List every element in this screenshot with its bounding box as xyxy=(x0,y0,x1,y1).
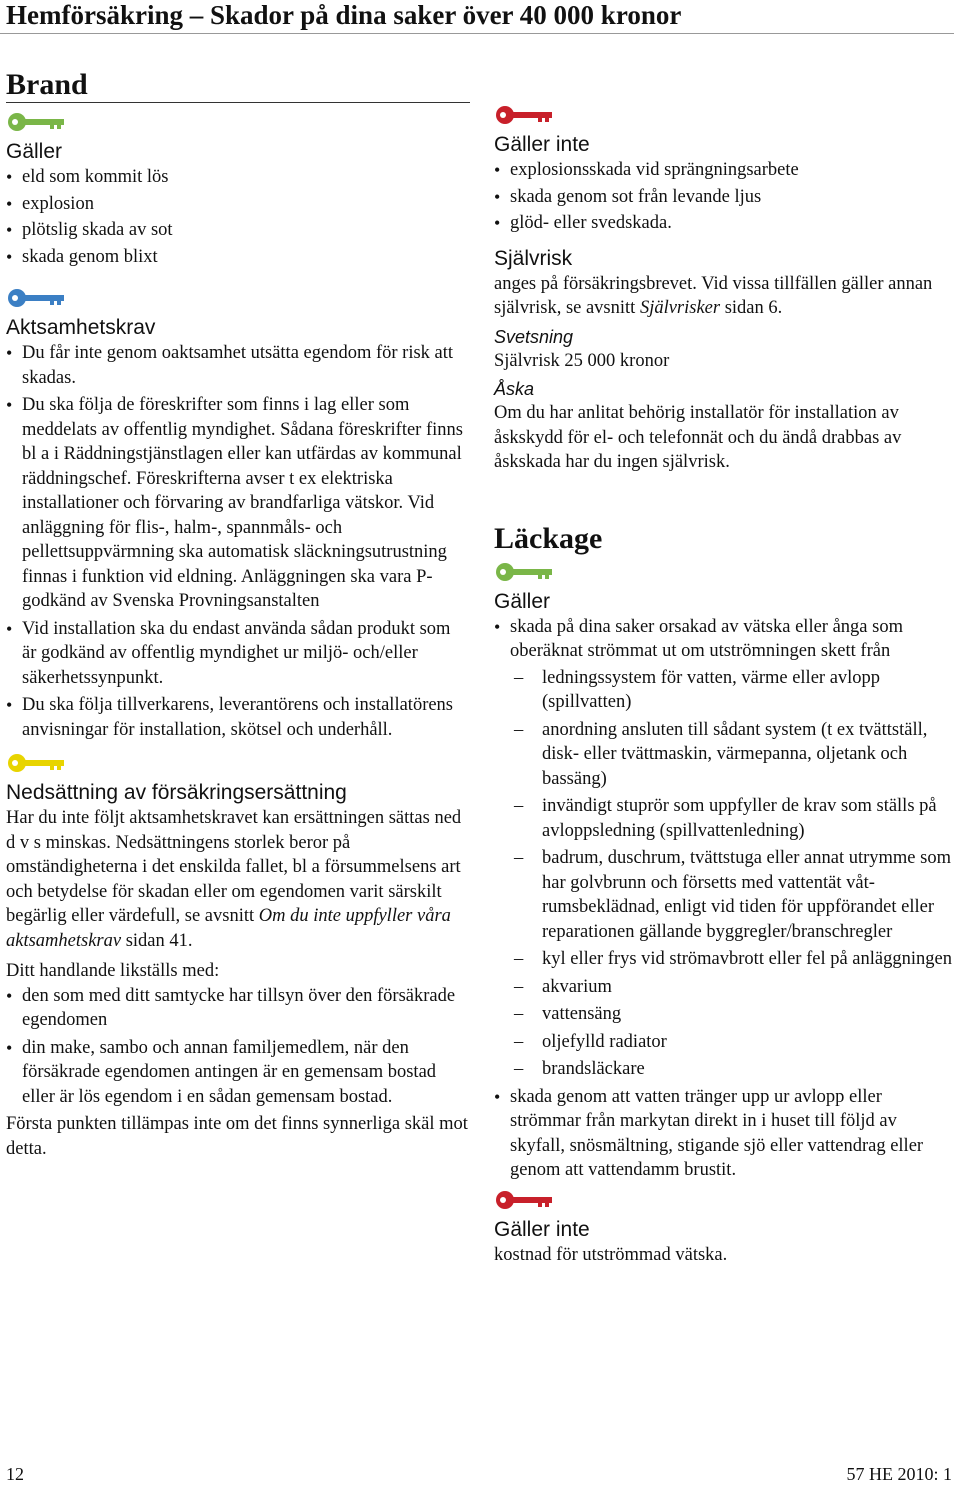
label-galler: Gäller xyxy=(6,140,63,163)
red-key-icon xyxy=(494,104,554,126)
nedsattning-text xyxy=(6,806,468,953)
sublist-sources xyxy=(510,666,956,1082)
red-key-icon xyxy=(494,1189,554,1211)
header-divider xyxy=(0,33,954,34)
page-number: 12 xyxy=(6,1464,24,1484)
sjalvrisk-text-end: sidan 6. xyxy=(720,298,783,318)
list-aktsamhetskrav xyxy=(6,341,468,742)
sjalvrisk-reference: Självrisker xyxy=(639,298,721,318)
closing-text: Första punkten tillämpas inte om det finns synnerliga skäl mot detta. xyxy=(6,1114,468,1159)
list-lackage-galler xyxy=(494,615,956,1183)
list-galler-inte xyxy=(494,158,956,236)
page-header xyxy=(6,0,954,30)
list-item xyxy=(494,615,956,1082)
sublist-item: – akvarium xyxy=(510,975,956,1000)
list-item: • Du får inte genom oaktsamhet utsätta egendom för risk att skadas. xyxy=(6,341,468,390)
label-aska: Åska xyxy=(494,379,535,399)
sublist-item: – kyl eller frys vid strömavbrott eller fel på anläggningen xyxy=(510,947,956,972)
list-item: • skada genom sot från levande ljus xyxy=(494,185,956,210)
left-column xyxy=(6,68,468,1161)
list-likstalls xyxy=(6,984,468,1110)
aska-text: Om du har anlitat behörig installatör för installation av åskskydd för el- och telefonnät och du ändå drabbas av åskskada har du ingen självrisk. xyxy=(494,403,902,472)
label-aktsamhetskrav: Aktsamhetskrav xyxy=(6,316,156,339)
list-item: • skada genom att vatten tränger upp ur avlopp eller strömmar från markytan direkt in i huset till följd av skyfall, snösmältning, stigande sjö eller vattendrag eller genom att vattendamm brustit. xyxy=(494,1085,956,1183)
label-lackage-galler-inte: Gäller inte xyxy=(494,1217,590,1241)
list-item: • Vid installation ska du endast använda sådan produkt som är godkänd av offentlig myndighet ur miljö- och/eller säkerhetssynpunkt. xyxy=(6,617,468,691)
sublist-item: – ledningssystem för vatten, värme eller avlopp (spillvatten) xyxy=(510,666,956,715)
list-item: • explosion xyxy=(6,192,468,217)
lackage-galler-inte-text: kostnad för utströmmad vätska. xyxy=(494,1244,728,1265)
label-svetsning: Svetsning xyxy=(494,326,574,347)
svetsning-text: Självrisk 25 000 kronor xyxy=(494,350,670,371)
sjalvrisk-text-part: anges på försäkringsbrevet. Vid vissa tillfällen gäller annan självrisk, se avsnitt xyxy=(494,273,933,318)
sublist-item: – vattensäng xyxy=(510,1002,956,1027)
list-item: • eld som kommit lös xyxy=(6,165,468,190)
document-id: 57 HE 2010: 1 xyxy=(846,1464,952,1484)
nedsattning-text-end: sidan 41. xyxy=(121,930,193,951)
list-item: • den som med ditt samtycke har tillsyn över den försäkrade egendomen xyxy=(6,984,468,1033)
label-nedsattning: Nedsättning av försäkringsersättning xyxy=(6,781,347,804)
sublist-item: – invändigt stuprör som uppfyller de krav som ställs på avloppsledning (spillvattenledning) xyxy=(510,794,956,843)
list-galler xyxy=(6,165,468,269)
likstalls-text: Ditt handlande likställs med: xyxy=(6,961,220,981)
section-title-lackage: Läckage xyxy=(494,521,603,555)
nedsattning-text-part: Har du inte följt aktsamhetskravet kan ersättningen sättas ned d v s minskas. Nedsättningens storlek beror på omständigheterna i det enskilda fallet, bl a försummelsens art och betydelse för skadan eller om egendomen varit särskilt begärlig eller värdefull, se avsnitt xyxy=(6,808,462,926)
list-item: • skada genom blixt xyxy=(6,245,468,270)
green-key-icon xyxy=(6,111,66,133)
sublist-item: – oljefylld radiator xyxy=(510,1030,956,1055)
list-item: • glöd- eller svedskada. xyxy=(494,211,956,236)
list-item: • plötslig skada av sot xyxy=(6,218,468,243)
blue-key-icon xyxy=(6,287,66,309)
list-item: • explosionsskada vid sprängningsarbete xyxy=(494,158,956,183)
sublist-item: – brandsläckare xyxy=(510,1057,956,1082)
sublist-item: – badrum, duschrum, tvättstuga eller annat utrymme som har golvbrunn och försetts med vattentät våtrumsbeklädnad, enligt vid tiden för uppförandet eller reparationen gällande byggregler/branschregler xyxy=(510,846,956,944)
nedsattning-reference: Om du inte uppfyller våra aktsamhetskrav xyxy=(6,906,451,951)
right-column xyxy=(494,100,956,1267)
list-item-text: skada på dina saker orsakad av vätska eller ånga som oberäknat strömmat ut om utströmningen skett från xyxy=(510,616,903,661)
sublist-item: – anordning ansluten till sådant system (t ex tvättställ, disk- eller tvättmaskin, värmepanna, oljetank och bassäng) xyxy=(510,718,956,792)
label-lackage-galler: Gäller xyxy=(494,589,551,613)
list-item: • Du ska följa tillverkarens, leverantörens och installatörens anvisningar för installation, skötsel och underhåll. xyxy=(6,693,468,742)
yellow-key-icon xyxy=(6,752,66,774)
list-item: • Du ska följa de föreskrifter som finns i lag eller som meddelats av offentlig myndighet. Sådana föreskrifter finns bl a i Räddningstjänstlagen eller kan utfärdas av kommunal räddningschef. Föreskrifterna avser t ex elektriska installationer och förvaring av brandfarliga vätskor. Vid anläggning för flis-, halm-, spannmåls- och pellettsuppvärmning ska automatisk släckningsutrustning finnas i funktion vid eldning. Anläggningen ska vara P-godkänd av Svenska Provningsanstalten xyxy=(6,393,468,614)
section-title-brand: Brand xyxy=(6,68,470,103)
label-galler-inte: Gäller inte xyxy=(494,133,590,156)
green-key-icon xyxy=(494,561,554,583)
sjalvrisk-text xyxy=(494,272,956,321)
label-sjalvrisk: Självrisk xyxy=(494,246,573,270)
page-title: Hemförsäkring – Skador på dina saker över 40 000 kronor xyxy=(6,0,682,30)
list-item: • din make, sambo och annan familjemedlem, när den försäkrade egendomen antingen är en gemensam bostad eller är lös egendom i en sådan gemensam bostad. xyxy=(6,1036,468,1110)
